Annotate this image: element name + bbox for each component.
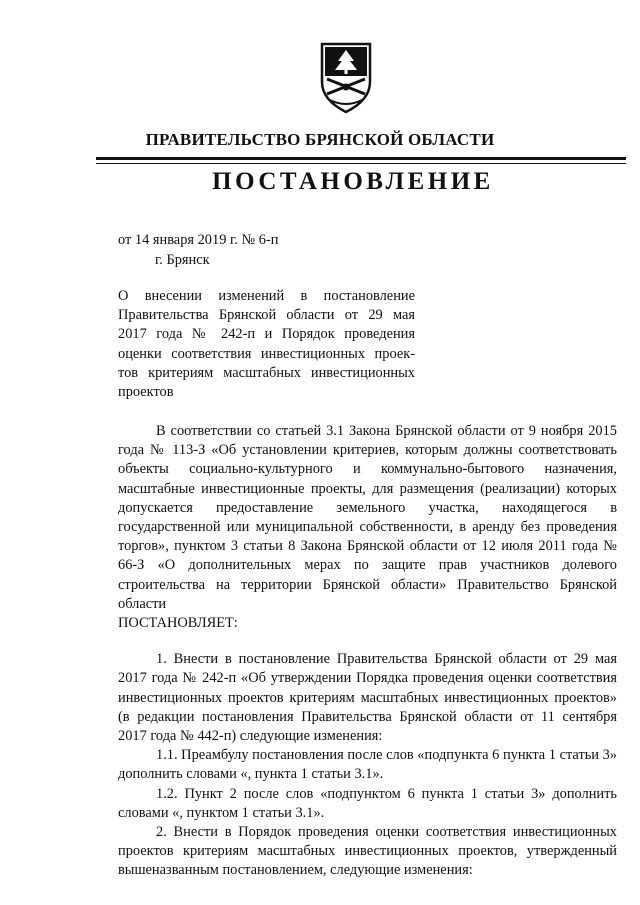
document-body <box>118 422 617 881</box>
government-title: ПРАВИТЕЛЬСТВО БРЯНСКОЙ ОБЛАСТИ <box>145 130 495 149</box>
subject-line: 2017 года № 242-п и Порядок проведения <box>118 326 415 343</box>
document-type-title: ПОСТАНОВЛЕНИЕ <box>212 168 494 195</box>
subject-line: проектов <box>118 384 174 401</box>
document-date-number: от 14 января 2019 г. № 6-п <box>118 232 279 248</box>
body-paragraph: 1.1. Преамбулу постановления после слов «подпункта 6 пункта 1 статьи 3» дополнить словами «, пункта 1 статьи 3.1». <box>118 747 617 783</box>
bryansk-coat-of-arms-icon <box>316 42 376 114</box>
subject-line: Правительства Брянской области от 29 мая <box>118 307 415 324</box>
body-paragraph: 2. Внести в Порядок проведения оценки соответствия инвестиционных проектов критериям масштабных инвестиционных проектов, утвержденный вышеназванным постановлением, следующие изменения: <box>118 824 617 879</box>
decree-word: ПОСТАНОВЛЯЕТ: <box>118 615 238 632</box>
header-rule-thin <box>96 163 626 164</box>
subject-line: О внесении изменений в постановление <box>118 288 415 304</box>
subject-line: оценки соответствия инвестиционных проек- <box>118 345 415 362</box>
document-city: г. Брянск <box>155 252 210 268</box>
body-paragraph: 1. Внести в постановление Правительства Брянской области от 29 мая 2017 года № 242-п «Об утверждении Порядка проведения оценки соответствия инвестиционных проектов критериям масштабных инвестиционных проектов» (в редакции постановления Правительства Брянской области от 11 сентября 2017 года № 442-п) следующие изменения: <box>118 651 617 745</box>
body-paragraph: 1.2. Пункт 2 после слов «подпунктом 6 пункта 1 статьи 3» дополнить словами «, пунктом 1 статьи 3.1». <box>118 785 617 821</box>
subject-line: тов критериям масштабных инвестиционных <box>118 364 415 381</box>
preamble-paragraph: В соответствии со статьей 3.1 Закона Брянской области от 9 ноября 2015 года № 113-З «Об установлении критериев, которым должны соответствовать объекты социально-культурного и коммунально-бытового назначения, масштабные инвестиционные проекты, для размещения (реализации) которых допускается предоставление земельного участка, находящегося в государственной или муниципальной собственности, в аренду без проведения торгов», пунктом 3 статьи 8 Закона Брянской области от 12 июля 2011 года № 66-З «О дополнительных мерах по защите прав участников долевого строительства на территории Брянской области» Правительство Брянской области <box>118 423 617 612</box>
header-rule-thick <box>96 157 626 160</box>
document-subject <box>118 287 415 402</box>
